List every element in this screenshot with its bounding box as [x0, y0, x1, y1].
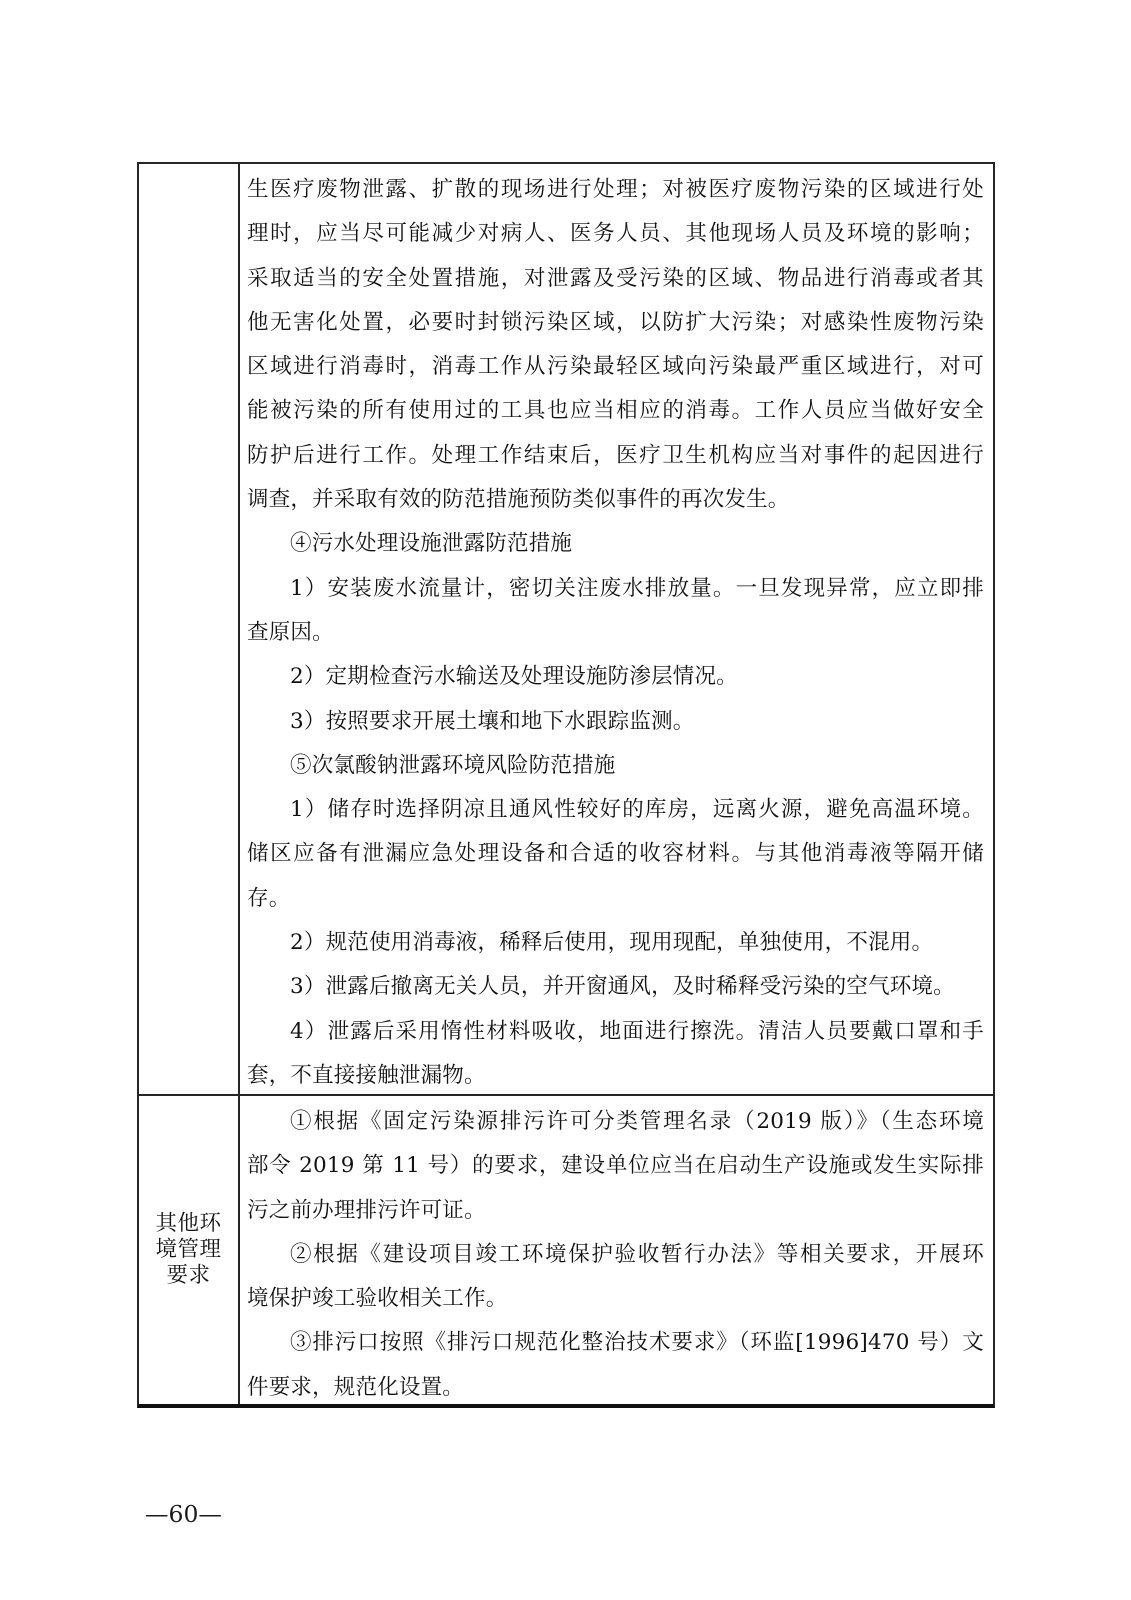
text-line: 2）定期检查污水输送及处理设施防渗层情况。 [290, 664, 738, 690]
footer-page-number: —60— [145, 1500, 222, 1528]
text-line: 查原因。 [247, 619, 334, 645]
text-line: 3）按照要求开展土壤和地下水跟踪监测。 [290, 708, 695, 734]
text-line: 套，不直接接触泄漏物。 [247, 1062, 486, 1088]
table-row2-label-cell [139, 1096, 240, 1404]
requirements-table [137, 162, 995, 1408]
text-line: 1）安装废水流量计，密切关注废水排放量。一旦发现异常，应立即排 [290, 575, 984, 601]
text-line: 部令 2019 第 11 号）的要求，建设单位应当在启动生产设施或发生实际排 [247, 1153, 984, 1179]
text-line: 4）泄露后采用惰性材料吸收，地面进行擦洗。清洁人员要戴口罩和手 [290, 1018, 984, 1044]
text-line: 采取适当的安全处置措施，对泄露及受污染的区域、物品进行消毒或者其 [247, 265, 984, 291]
text-line: 调查，并采取有效的防范措施预防类似事件的再次发生。 [247, 487, 790, 513]
text-line: 他无害化处置，必要时封锁污染区域，以防扩大污染；对感染性废物污染 [247, 309, 984, 335]
table-row1-content-cell [240, 164, 993, 1096]
row-label-line: 要求 [166, 1263, 211, 1288]
row-label-line: 其他环 [155, 1211, 222, 1236]
text-line: 防护后进行工作。处理工作结束后，医疗卫生机构应当对事件的起因进行 [247, 442, 984, 468]
text-line: 污之前办理排污许可证。 [247, 1197, 486, 1223]
table-row1-label-cell [139, 164, 240, 1096]
text-line: ①根据《固定污染源排污许可分类管理名录（2019 版）》（生态环境 [290, 1109, 984, 1134]
text-line: ④污水处理设施泄露防范措施 [290, 531, 573, 557]
text-line: 理时，应当尽可能减少对病人、医务人员、其他现场人员及环境的影响； [247, 221, 984, 247]
text-line: 2）规范使用消毒液，稀释后使用，现用现配，单独使用，不混用。 [290, 930, 934, 956]
text-line: 生医疗废物泄露、扩散的现场进行处理；对被医疗废物污染的区域进行处 [247, 177, 984, 202]
text-line: ②根据《建设项目竣工环境保护验收暂行办法》等相关要求，开展环 [290, 1241, 984, 1267]
row-label-line: 境管理 [155, 1237, 222, 1262]
text-line: ③排污口按照《排污口规范化整治技术要求》（环监[1996]470 号）文 [290, 1330, 984, 1356]
text-line: 境保护竣工验收相关工作。 [247, 1286, 508, 1312]
text-line: 1）储存时选择阴凉且通风性较好的库房，远离火源，避免高温环境。 [290, 797, 984, 823]
text-line: 存。 [247, 885, 291, 911]
text-line: 储区应备有泄漏应急处理设备和合适的收容材料。与其他消毒液等隔开储 [247, 841, 984, 867]
text-line: ⑤次氯酸钠泄露环境风险防范措施 [290, 752, 616, 778]
text-line: 件要求，规范化设置。 [247, 1374, 465, 1400]
table-row2-content-cell [240, 1096, 993, 1404]
text-line: 能被污染的所有使用过的工具也应当相应的消毒。工作人员应当做好安全 [247, 398, 984, 424]
text-line: 区域进行消毒时，消毒工作从污染最轻区域向污染最严重区域进行，对可 [247, 354, 984, 380]
text-line: 3）泄露后撤离无关人员，并开窗通风，及时稀释受污染的空气环境。 [290, 974, 955, 1000]
